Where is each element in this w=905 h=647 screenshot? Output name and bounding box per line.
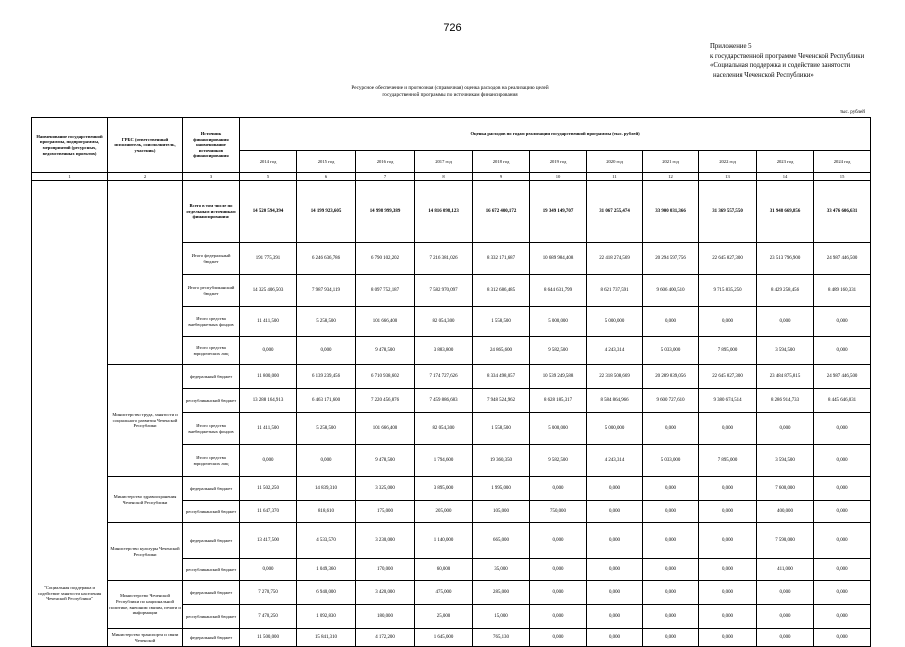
- value-cell: 0,000: [699, 605, 757, 629]
- value-cell: 285,000: [473, 581, 530, 605]
- value-cell: 3 420,000: [356, 581, 415, 605]
- funding-source-cell: федеральный бюджет: [183, 365, 240, 389]
- funding-source-cell: федеральный бюджет: [183, 581, 240, 605]
- value-cell: 6 940,000: [297, 581, 356, 605]
- value-cell: 0,000: [643, 413, 699, 445]
- column-number: 15: [814, 173, 871, 181]
- value-cell: 0,000: [757, 629, 814, 647]
- value-cell: 31 067 255,474: [587, 181, 643, 243]
- value-cell: 0,000: [530, 629, 587, 647]
- program-name-cell: "Социальная поддержка и содействие занятости населения Чеченской Республики": [32, 181, 108, 647]
- value-cell: 6 463 171,600: [297, 389, 356, 413]
- value-cell: 1 092,830: [297, 605, 356, 629]
- value-cell: 4 243,314: [587, 445, 643, 477]
- value-cell: 8 628 185,317: [530, 389, 587, 413]
- value-cell: 5 033,000: [643, 337, 699, 365]
- value-cell: 7 948 524,962: [473, 389, 530, 413]
- value-cell: 14 199 923,605: [297, 181, 356, 243]
- value-cell: 180,000: [356, 605, 415, 629]
- column-number: 9: [473, 173, 530, 181]
- funding-source-cell: Всего в том числе по отдельным источникам финансирования:: [183, 181, 240, 243]
- value-cell: 8 332 171,687: [473, 243, 530, 275]
- value-cell: 5 000,000: [587, 413, 643, 445]
- value-cell: 0,000: [814, 413, 871, 445]
- value-cell: 14 325 406,503: [240, 275, 297, 307]
- value-cell: 22 318 508,669: [587, 365, 643, 389]
- value-cell: 31 948 669,856: [757, 181, 814, 243]
- value-cell: 13 288 164,913: [240, 389, 297, 413]
- value-cell: 0,000: [643, 559, 699, 581]
- value-cell: 3 325,000: [356, 477, 415, 501]
- value-cell: 0,000: [530, 523, 587, 559]
- value-cell: 8 286 914,733: [757, 389, 814, 413]
- value-cell: 11 647,370: [240, 501, 297, 523]
- value-cell: 25,000: [415, 605, 473, 629]
- value-cell: 24 865,600: [473, 337, 530, 365]
- document-title: [300, 85, 600, 99]
- value-cell: 24 987 446,500: [814, 243, 871, 275]
- unit-label: тыс. рублей: [840, 110, 865, 115]
- value-cell: 5 258,500: [297, 307, 356, 337]
- value-cell: 9 715 835,250: [699, 275, 757, 307]
- title-line: Ресурсное обеспечение и прогнозная (справочная) оценка расходов на реализацию целей: [351, 85, 549, 91]
- ministry-cell: Министерство транспорта и связи Чеченской: [108, 629, 183, 647]
- value-cell: 8 097 752,187: [356, 275, 415, 307]
- value-cell: 7 590,000: [757, 523, 814, 559]
- appendix-line: Приложение 5: [710, 43, 752, 50]
- value-cell: 5 000,000: [530, 307, 587, 337]
- value-cell: 7 470,250: [240, 605, 297, 629]
- value-cell: 9 380 674,514: [699, 389, 757, 413]
- value-cell: 31 369 557,550: [699, 181, 757, 243]
- value-cell: 35,000: [473, 559, 530, 581]
- column-number: 10: [530, 173, 587, 181]
- value-cell: 8 429 258,456: [757, 275, 814, 307]
- value-cell: 4 172,200: [356, 629, 415, 647]
- title-line: государственной программы по источникам финансирования: [382, 92, 518, 98]
- value-cell: 0,000: [587, 605, 643, 629]
- value-cell: 0,000: [814, 477, 871, 501]
- column-number: 12: [643, 173, 699, 181]
- table-row: [32, 523, 871, 559]
- value-cell: 11 411,500: [240, 307, 297, 337]
- header-col3: Источник финансирования наименование источников финансирования: [183, 118, 240, 173]
- year-header: 2019 год: [530, 151, 587, 173]
- column-number: 5: [240, 173, 297, 181]
- value-cell: 7 270,750: [240, 581, 297, 605]
- value-cell: 0,000: [699, 501, 757, 523]
- value-cell: 7 895,000: [699, 337, 757, 365]
- value-cell: 0,000: [757, 581, 814, 605]
- funding-source-cell: Итого средства юридических лиц: [183, 337, 240, 365]
- appendix-note: [710, 42, 900, 80]
- appendix-line: населения Чеченской Республики»: [713, 71, 814, 79]
- value-cell: 22 645 827,300: [699, 365, 757, 389]
- value-cell: 7 459 886,683: [415, 389, 473, 413]
- value-cell: 8 445 646,031: [814, 389, 871, 413]
- value-cell: 3 594,500: [757, 445, 814, 477]
- value-cell: 0,000: [699, 559, 757, 581]
- value-cell: 8 334 498,057: [473, 365, 530, 389]
- year-header: 2022 год: [699, 151, 757, 173]
- funding-source-cell: Итого республиканский бюджет: [183, 275, 240, 307]
- column-number: 3: [183, 173, 240, 181]
- funding-source-cell: республиканский бюджет: [183, 559, 240, 581]
- value-cell: 0,000: [530, 581, 587, 605]
- year-header: 2020 год: [587, 151, 643, 173]
- year-header: 2014 год: [240, 151, 297, 173]
- value-cell: 7 220 456,876: [356, 389, 415, 413]
- value-cell: 0,000: [530, 605, 587, 629]
- value-cell: 11 500,000: [240, 629, 297, 647]
- value-cell: 0,000: [814, 307, 871, 337]
- value-cell: 0,000: [699, 523, 757, 559]
- value-cell: 8 312 686,485: [473, 275, 530, 307]
- column-number: 13: [699, 173, 757, 181]
- value-cell: 9 606 400,510: [643, 275, 699, 307]
- value-cell: 6 139 239,456: [297, 365, 356, 389]
- value-cell: 14 839,310: [297, 477, 356, 501]
- value-cell: 1 049,360: [297, 559, 356, 581]
- value-cell: 1 558,500: [473, 307, 530, 337]
- value-cell: 0,000: [587, 477, 643, 501]
- value-cell: 7 600,000: [757, 477, 814, 501]
- column-number: 11: [587, 173, 643, 181]
- column-number: 6: [297, 173, 356, 181]
- value-cell: 400,000: [757, 501, 814, 523]
- value-cell: 0,000: [297, 445, 356, 477]
- funding-source-cell: Итого средства юридических лиц: [183, 445, 240, 477]
- value-cell: 105,000: [473, 501, 530, 523]
- value-cell: 11 800,000: [240, 365, 297, 389]
- value-cell: 9 478,500: [356, 337, 415, 365]
- value-cell: 15 841,310: [297, 629, 356, 647]
- value-cell: 665,000: [473, 523, 530, 559]
- value-cell: 0,000: [643, 501, 699, 523]
- value-cell: 0,000: [643, 477, 699, 501]
- value-cell: 22 418 274,569: [587, 243, 643, 275]
- value-cell: 8 621 737,591: [587, 275, 643, 307]
- value-cell: 1 995,000: [473, 477, 530, 501]
- value-cell: 1 645,000: [415, 629, 473, 647]
- value-cell: 3 230,000: [356, 523, 415, 559]
- value-cell: 1 558,500: [473, 413, 530, 445]
- value-cell: 13 417,500: [240, 523, 297, 559]
- value-cell: 0,000: [699, 307, 757, 337]
- value-cell: 11 411,500: [240, 413, 297, 445]
- value-cell: 101 666,400: [356, 307, 415, 337]
- column-number: 8: [415, 173, 473, 181]
- value-cell: 0,000: [240, 337, 297, 365]
- value-cell: 0,000: [757, 307, 814, 337]
- value-cell: 0,000: [297, 337, 356, 365]
- value-cell: 750,000: [530, 501, 587, 523]
- value-cell: 24 987 446,500: [814, 365, 871, 389]
- funding-source-cell: Итого федеральный бюджет: [183, 243, 240, 275]
- table-row: [32, 629, 871, 647]
- value-cell: 20 294 597,756: [643, 243, 699, 275]
- funding-source-cell: Итого средства внебюджетных фондов: [183, 413, 240, 445]
- budget-table: [31, 117, 871, 647]
- funding-source-cell: федеральный бюджет: [183, 477, 240, 501]
- value-cell: 33 900 031,366: [643, 181, 699, 243]
- value-cell: 9 582,500: [530, 337, 587, 365]
- value-cell: 0,000: [814, 337, 871, 365]
- header-col1: Наименование государственной программы, подпрограммы, мероприятий (ресурсных, ведомственных проектов): [32, 118, 108, 173]
- funding-source-cell: федеральный бюджет: [183, 523, 240, 559]
- value-cell: 205,000: [415, 501, 473, 523]
- value-cell: 5 000,000: [530, 413, 587, 445]
- value-cell: 0,000: [530, 559, 587, 581]
- value-cell: 818,610: [297, 501, 356, 523]
- value-cell: 9 478,500: [356, 445, 415, 477]
- column-number: 7: [356, 173, 415, 181]
- value-cell: 4 533,570: [297, 523, 356, 559]
- value-cell: 0,000: [699, 477, 757, 501]
- value-cell: 0,000: [530, 477, 587, 501]
- value-cell: 1 794,600: [415, 445, 473, 477]
- value-cell: 0,000: [240, 445, 297, 477]
- value-cell: 0,000: [643, 605, 699, 629]
- value-cell: 101 666,400: [356, 413, 415, 445]
- funding-source-cell: республиканский бюджет: [183, 389, 240, 413]
- value-cell: 0,000: [699, 581, 757, 605]
- value-cell: 0,000: [699, 629, 757, 647]
- year-header: 2015 год: [297, 151, 356, 173]
- value-cell: 33 476 606,631: [814, 181, 871, 243]
- value-cell: 3 895,000: [415, 477, 473, 501]
- value-cell: 0,000: [240, 559, 297, 581]
- header-row: [32, 118, 871, 151]
- column-number: 2: [108, 173, 183, 181]
- value-cell: 9 582,500: [530, 445, 587, 477]
- value-cell: 9 600 727,610: [643, 389, 699, 413]
- year-header: 2018 год: [473, 151, 530, 173]
- value-cell: 14 816 098,123: [415, 181, 473, 243]
- value-cell: 10 539 249,588: [530, 365, 587, 389]
- value-cell: 1 140,000: [415, 523, 473, 559]
- value-cell: 4 243,314: [587, 337, 643, 365]
- funding-source-cell: Итого средства внебюджетных фондов: [183, 307, 240, 337]
- value-cell: 3 594,500: [757, 337, 814, 365]
- value-cell: 23 484 875,815: [757, 365, 814, 389]
- table-row: [32, 581, 871, 605]
- year-header: 2024 год: [814, 151, 871, 173]
- value-cell: 8 584 864,966: [587, 389, 643, 413]
- value-cell: 6 246 636,786: [297, 243, 356, 275]
- value-cell: 19 360,350: [473, 445, 530, 477]
- year-header: 2016 год: [356, 151, 415, 173]
- appendix-line: к государственной программе Чеченской Республики: [710, 52, 865, 60]
- numbers-row: [32, 173, 871, 181]
- header-col2: ГРБС (ответственный исполнитель, соисполнитель, участник): [108, 118, 183, 173]
- value-cell: 0,000: [587, 523, 643, 559]
- value-cell: 14 998 999,389: [356, 181, 415, 243]
- value-cell: 22 645 827,300: [699, 243, 757, 275]
- value-cell: 0,000: [587, 501, 643, 523]
- value-cell: 16 672 400,172: [473, 181, 530, 243]
- ministry-cell: Министерство труда, занятости и социального развития Чеченской Республики: [108, 365, 183, 477]
- value-cell: 0,000: [587, 629, 643, 647]
- table-row: [32, 365, 871, 389]
- value-cell: 0,000: [814, 629, 871, 647]
- value-cell: 0,000: [643, 523, 699, 559]
- value-cell: 0,000: [587, 581, 643, 605]
- value-cell: 0,000: [699, 413, 757, 445]
- value-cell: 0,000: [814, 501, 871, 523]
- value-cell: 10 689 984,408: [530, 243, 587, 275]
- year-header: 2021 год: [643, 151, 699, 173]
- funding-source-cell: федеральный бюджет: [183, 629, 240, 647]
- value-cell: 5 000,000: [587, 307, 643, 337]
- header-group: Оценка расходов по годам реализации государственной программы (тыс. рублей): [240, 118, 871, 151]
- value-cell: 15,000: [473, 605, 530, 629]
- value-cell: 60,000: [415, 559, 473, 581]
- table-row: [32, 181, 871, 243]
- value-cell: 8 644 631,799: [530, 275, 587, 307]
- value-cell: 14 520 594,394: [240, 181, 297, 243]
- value-cell: 175,000: [356, 501, 415, 523]
- value-cell: 23 513 796,900: [757, 243, 814, 275]
- value-cell: 7 216 381,026: [415, 243, 473, 275]
- value-cell: 6 790 102,202: [356, 243, 415, 275]
- year-header: 2023 год: [757, 151, 814, 173]
- value-cell: 7 174 727,626: [415, 365, 473, 389]
- value-cell: 19 349 149,707: [530, 181, 587, 243]
- value-cell: 765,130: [473, 629, 530, 647]
- value-cell: 20 289 839,056: [643, 365, 699, 389]
- value-cell: 0,000: [757, 413, 814, 445]
- funding-source-cell: республиканский бюджет: [183, 605, 240, 629]
- ministry-cell: Министерство культуры Чеченской Республики: [108, 523, 183, 581]
- ministry-cell: Министерство здравоохранения Чеченской Республики: [108, 477, 183, 523]
- ministry-cell: [108, 181, 183, 365]
- table-row: [32, 477, 871, 501]
- value-cell: 5 033,000: [643, 445, 699, 477]
- value-cell: 7 895,000: [699, 445, 757, 477]
- value-cell: 475,000: [415, 581, 473, 605]
- value-cell: 6 710 938,602: [356, 365, 415, 389]
- value-cell: 0,000: [814, 523, 871, 559]
- value-cell: 0,000: [587, 559, 643, 581]
- value-cell: 0,000: [814, 605, 871, 629]
- funding-source-cell: республиканский бюджет: [183, 501, 240, 523]
- value-cell: 5 258,500: [297, 413, 356, 445]
- page-number: 726: [443, 22, 462, 34]
- year-header: 2017 год: [415, 151, 473, 173]
- value-cell: 82 054,300: [415, 413, 473, 445]
- appendix-line: «Социальная поддержка и содействие занятости: [710, 62, 851, 69]
- value-cell: 0,000: [757, 605, 814, 629]
- value-cell: 0,000: [643, 307, 699, 337]
- value-cell: 8 489 160,331: [814, 275, 871, 307]
- value-cell: 82 054,300: [415, 307, 473, 337]
- column-number: 1: [32, 173, 108, 181]
- ministry-cell: Министерство Чеченской Республики по национальной политике, внешним связям, печати и информации: [108, 581, 183, 629]
- value-cell: 411,000: [757, 559, 814, 581]
- column-number: 14: [757, 173, 814, 181]
- value-cell: 170,000: [356, 559, 415, 581]
- value-cell: 7 987 934,119: [297, 275, 356, 307]
- value-cell: 0,000: [814, 559, 871, 581]
- value-cell: 0,000: [814, 581, 871, 605]
- value-cell: 191 775,391: [240, 243, 297, 275]
- value-cell: 11 502,250: [240, 477, 297, 501]
- value-cell: 7 582 970,097: [415, 275, 473, 307]
- value-cell: 0,000: [814, 445, 871, 477]
- value-cell: 0,000: [643, 581, 699, 605]
- value-cell: 0,000: [643, 629, 699, 647]
- value-cell: 3 883,800: [415, 337, 473, 365]
